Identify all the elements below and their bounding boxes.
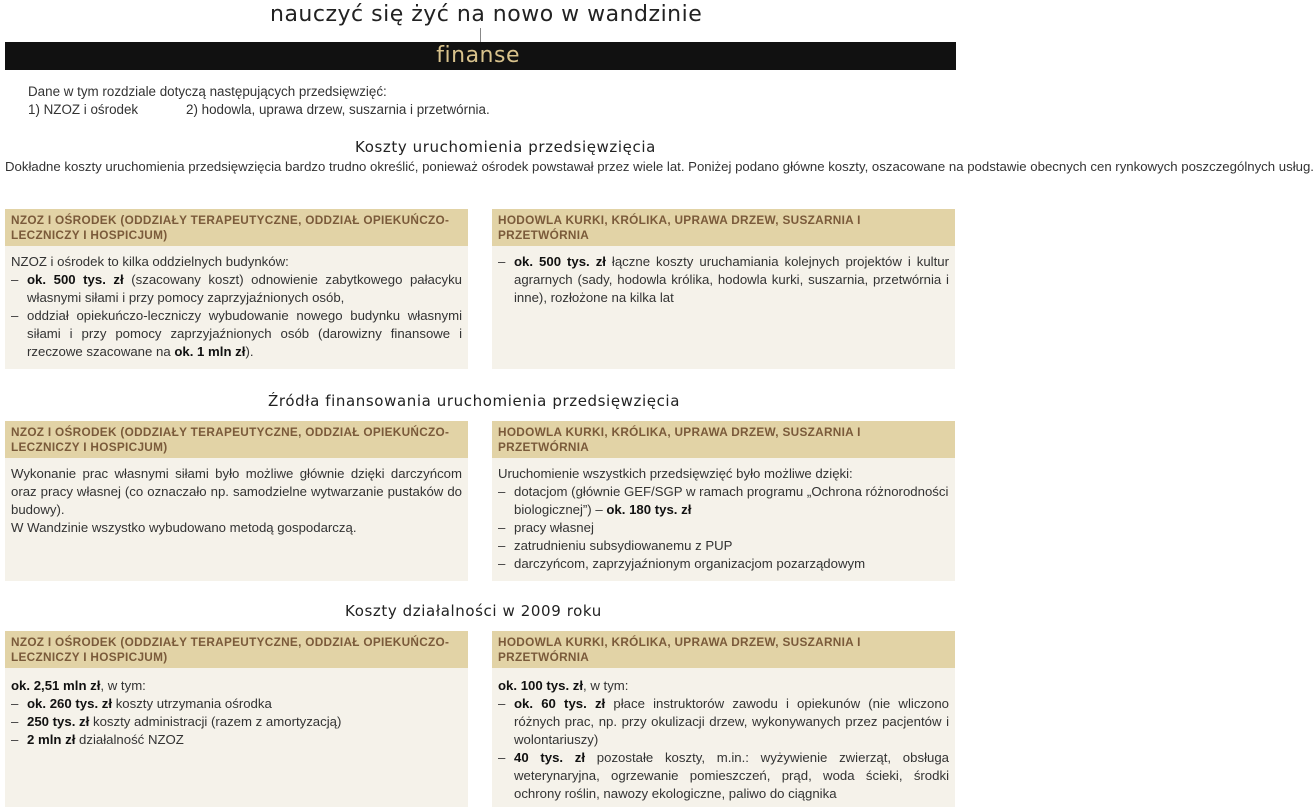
list-item: – zatrudnieniu subsydiowanemu z PUP [498, 537, 949, 555]
intro-line: Dane w tym rozdziale dotyczą następujących przedsięwzięć: [28, 84, 387, 99]
item-text: (szacowany koszt) odnowienie zabytkowego pałacyku własnymi siłami i przy pomocy zaprzyjaźnionych osób, [27, 272, 462, 305]
box-title: NZOZ I OŚRODEK (ODDZIAŁY TERAPEUTYCZNE, ODDZIAŁ OPIEKUŃCZO-LECZNICZY I HOSPICJUM) [5, 421, 468, 458]
box-title: NZOZ I OŚRODEK (ODDZIAŁY TERAPEUTYCZNE, ODDZIAŁ OPIEKUŃCZO-LECZNICZY I HOSPICJUM) [5, 631, 468, 668]
list-item: – dotacjom (głównie GEF/SGP w ramach programu „Ochrona różnorodności biologicznej”) – ok. 180 tys. zł [498, 484, 949, 517]
costs-2009-heading: Koszty działalności w 2009 roku [345, 602, 602, 620]
item-text: oddział opiekuńczo-leczniczy wybudowanie nowego budynku własnymi siłami i przy pomocy zaprzyjaźnionych osób (darowizny finansowe i rzeczowe szacowane na [27, 308, 462, 359]
total-amount: ok. 2,51 mln zł [11, 678, 101, 693]
costs-2009-nzoz-box [5, 631, 468, 807]
amount: ok. 500 tys. zł [27, 272, 124, 287]
funding-text: W Wandzinie wszystko wybudowano metodą gospodarczą. [11, 520, 357, 535]
funding-nzoz-box [5, 421, 468, 581]
intro-item-1: 1) NZOZ i ośrodek [28, 102, 139, 117]
item-text: pracy własnej [514, 520, 594, 535]
list-item: – ok. 60 tys. zł płace instruktorów zawodu i opiekunów (nie wliczono różnych prac, np. przy okulizacji drzew, wykonywanych przez pacjentów i wolontariuszy) [498, 696, 950, 747]
box-content [492, 677, 955, 803]
title-divider [480, 28, 481, 42]
intro-text [28, 83, 490, 119]
box-content [5, 465, 468, 537]
intro-items [28, 101, 490, 119]
box-content [492, 253, 955, 307]
amount: ok. 180 tys. zł [606, 502, 692, 517]
costs-2009-farm-box [492, 631, 955, 807]
item-text: darczyńcom, zaprzyjaźnionym organizacjom pozarządowym [514, 556, 866, 571]
item-text: zatrudnieniu subsydiowanemu z PUP [514, 538, 733, 553]
list-item: – ok. 260 tys. zł koszty utrzymania ośrodka [11, 696, 272, 711]
section-title: finanse [436, 43, 520, 68]
list-item: – 250 tys. zł koszty administracji (razem z amortyzacją) [11, 714, 342, 729]
amount: ok. 500 tys. zł [514, 254, 606, 269]
item-text: łączne koszty uruchamiania kolejnych projektów i kultur agrarnych (sady, hodowla królika, hodowla kurki, suszarnia, przetwórnia i inne), rozłożone na kilka lat [514, 254, 950, 305]
amount: 250 tys. zł [27, 714, 90, 729]
total-amount: ok. 100 tys. zł [498, 678, 584, 693]
list-item: – ok. 500 tys. zł (szacowany koszt) odnowienie zabytkowego pałacyku własnymi siłami i przy pomocy zaprzyjaźnionych osób, [11, 272, 462, 305]
list-item: – darczyńcom, zaprzyjaźnionym organizacjom pozarządowym [498, 555, 949, 573]
total-line [498, 677, 949, 695]
amount: ok. 60 tys. zł [514, 696, 606, 711]
total-suffix: , w tym: [100, 678, 146, 693]
amount: 2 mln zł [27, 732, 76, 747]
box-content [5, 677, 468, 749]
item-text: pozostałe koszty, m.in.: wyżywienie zwierząt, obsługa weterynaryjna, ogrzewanie pomieszczeń, prąd, woda ścieki, środki ochrony roślin, nawozy ekologiczne, paliwo do ciągnika [514, 750, 949, 801]
startup-costs-heading: Koszty uruchomienia przedsięwzięcia [355, 138, 656, 156]
amount: 40 tys. zł [514, 750, 586, 765]
funding-heading: Źródła finansowania uruchomienia przedsięwzięcia [268, 392, 680, 410]
startup-costs-farm-box [492, 209, 955, 369]
box-title: HODOWLA KURKI, KRÓLIKA, UPRAWA DRZEW, SUSZARNIA I PRZETWÓRNIA [492, 421, 955, 458]
amount: ok. 1 mln zł [174, 344, 246, 359]
list-item: – 40 tys. zł pozostałe koszty, m.in.: wyżywienie zwierząt, obsługa weterynaryjna, ogrzewanie pomieszczeń, prąd, woda ścieki, środki ochrony roślin, nawozy ekologiczne, paliwo do ciągnika [498, 750, 949, 801]
startup-costs-note: Dokładne koszty uruchomienia przedsięwzięcia bardzo trudno określić, ponieważ ośrodek powstawał przez wiele lat. Poniżej podano główne koszty, oszacowane na podstawie obecnych cen rynkowych poszczególnych usług. [5, 159, 1314, 174]
box-lead: NZOZ i ośrodek to kilka oddzielnych budynków: [11, 254, 289, 269]
item-text: płace instruktorów zawodu i opiekunów (nie wliczono różnych prac, np. przy okulizacji drzew, wykonywanych przez pacjentów i wolontariuszy) [514, 696, 950, 747]
item-text: dotacjom (głównie GEF/SGP w ramach programu „Ochrona różnorodności biologicznej”) – [514, 484, 949, 517]
startup-costs-nzoz-box [5, 209, 468, 369]
total-line [11, 677, 462, 695]
list-item: – oddział opiekuńczo-leczniczy wybudowanie nowego budynku własnymi siłami i przy pomocy zaprzyjaźnionych osób (darowizny finansowe i rzeczowe szacowane na ok. 1 mln zł). [11, 308, 462, 359]
box-title: HODOWLA KURKI, KRÓLIKA, UPRAWA DRZEW, SUSZARNIA I PRZETWÓRNIA [492, 209, 955, 246]
amount: ok. 260 tys. zł [27, 696, 113, 711]
document-title: nauczyć się żyć na nowo w wandzinie [270, 2, 703, 27]
box-title: NZOZ I OŚRODEK (ODDZIAŁY TERAPEUTYCZNE, ODDZIAŁ OPIEKUŃCZO-LECZNICZY I HOSPICJUM) [5, 209, 468, 246]
item-text: koszty utrzymania ośrodka [112, 696, 272, 711]
item-text: działalność NZOZ [75, 732, 184, 747]
section-banner [5, 42, 956, 70]
intro-item-2: 2) hodowla, uprawa drzew, suszarnia i przetwórnia. [186, 102, 490, 117]
box-title: HODOWLA KURKI, KRÓLIKA, UPRAWA DRZEW, SUSZARNIA I PRZETWÓRNIA [492, 631, 955, 668]
list-item: – 2 mln zł działalność NZOZ [11, 732, 184, 747]
box-content [5, 253, 468, 361]
box-lead: Uruchomienie wszystkich przedsięwzięć było możliwe dzięki: [498, 466, 853, 481]
list-item: – ok. 500 tys. zł łączne koszty uruchamiania kolejnych projektów i kultur agrarnych (sady, hodowla królika, hodowla kurki, suszarnia, przetwórnia i inne), rozłożone na kilka lat [498, 254, 950, 305]
list-item: – pracy własnej [498, 519, 949, 537]
box-content [492, 465, 955, 573]
total-suffix: , w tym: [583, 678, 629, 693]
funding-text: Wykonanie prac własnymi siłami było możliwe głównie dzięki darczyńcom oraz pracy własnej (co oznaczało np. samodzielne wytwarzanie pustaków do budowy). [11, 466, 462, 517]
item-end: ). [245, 344, 254, 359]
funding-farm-box [492, 421, 955, 581]
item-text: koszty administracji (razem z amortyzacją) [89, 714, 342, 729]
